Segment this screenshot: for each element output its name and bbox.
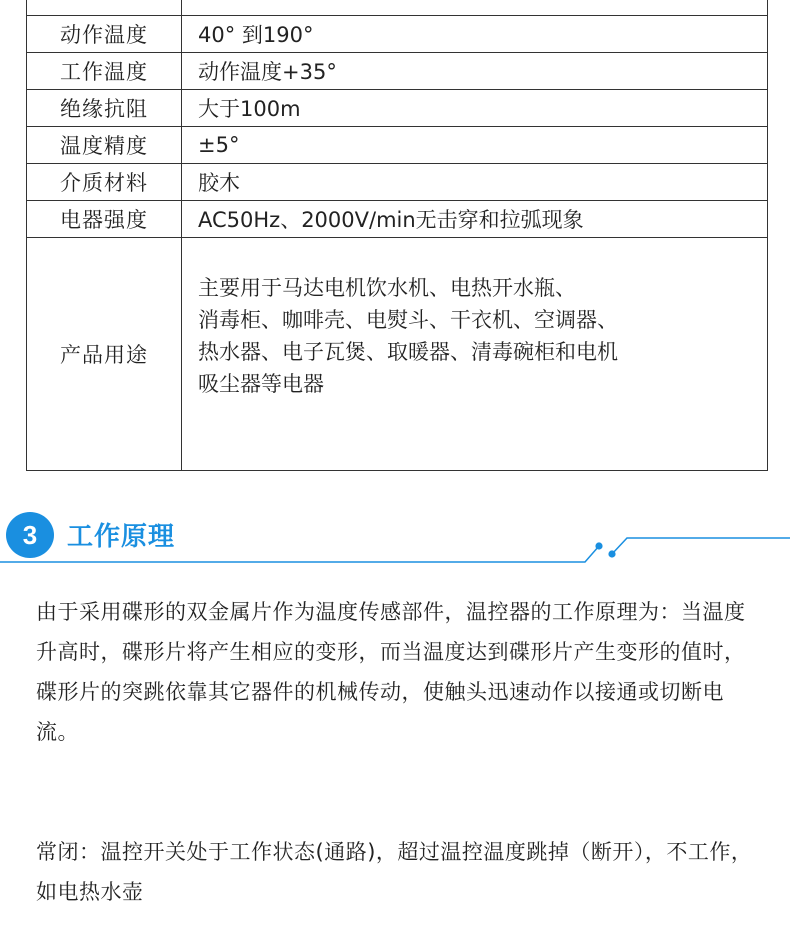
table-row [27, 0, 768, 16]
usage-label: 产品用途 [27, 238, 182, 471]
row-label [27, 0, 182, 16]
row-label: 温度精度 [27, 127, 182, 164]
row-label: 工作温度 [27, 53, 182, 90]
section-divider-line [0, 528, 790, 572]
section-number-badge: 3 [6, 512, 54, 558]
table-row [27, 164, 768, 201]
row-value: 胶木 [182, 164, 768, 201]
row-value [182, 0, 768, 16]
usage-line: 主要用于马达电机饮水机、电热开水瓶、 [198, 276, 576, 300]
table-row [27, 201, 768, 238]
row-label: 动作温度 [27, 16, 182, 53]
usage-line: 热水器、电子瓦煲、取暖器、清毒碗柜和电机 [198, 340, 618, 364]
row-value: 40° 到190° [182, 16, 768, 53]
row-value: ±5° [182, 127, 768, 164]
normally-closed-paragraph: 常闭：温控开关处于工作状态(通路)，超过温控温度跳掉（断开），不工作，如电热水壶 [36, 840, 753, 904]
row-value: 大于100m [182, 90, 768, 127]
spec-table [26, 0, 768, 471]
row-label: 电器强度 [27, 201, 182, 238]
usage-line: 吸尘器等电器 [198, 372, 324, 396]
row-label: 绝缘抗阻 [27, 90, 182, 127]
usage-value [182, 238, 768, 471]
section-title: 工作原理 [67, 522, 176, 552]
row-value: 动作温度+35° [182, 53, 768, 90]
usage-line: 消毒柜、咖啡壳、电熨斗、干衣机、空调器、 [198, 308, 618, 332]
row-value: AC50Hz、2000V/min无击穿和拉弧现象 [182, 201, 768, 238]
table-row [27, 127, 768, 164]
row-label: 介质材料 [27, 164, 182, 201]
table-row [27, 90, 768, 127]
principle-paragraph: 由于采用碟形的双金属片作为温度传感部件，温控器的工作原理为：当温度升高时，碟形片将产生相应的变形，而当温度达到碟形片产生变形的值时，碟形片的突跳依靠其它器件的机械传动，使触头迅速动作以接通或切断电流。 [36, 600, 746, 744]
table-row-usage [27, 238, 768, 471]
table-row [27, 16, 768, 53]
table-row [27, 53, 768, 90]
